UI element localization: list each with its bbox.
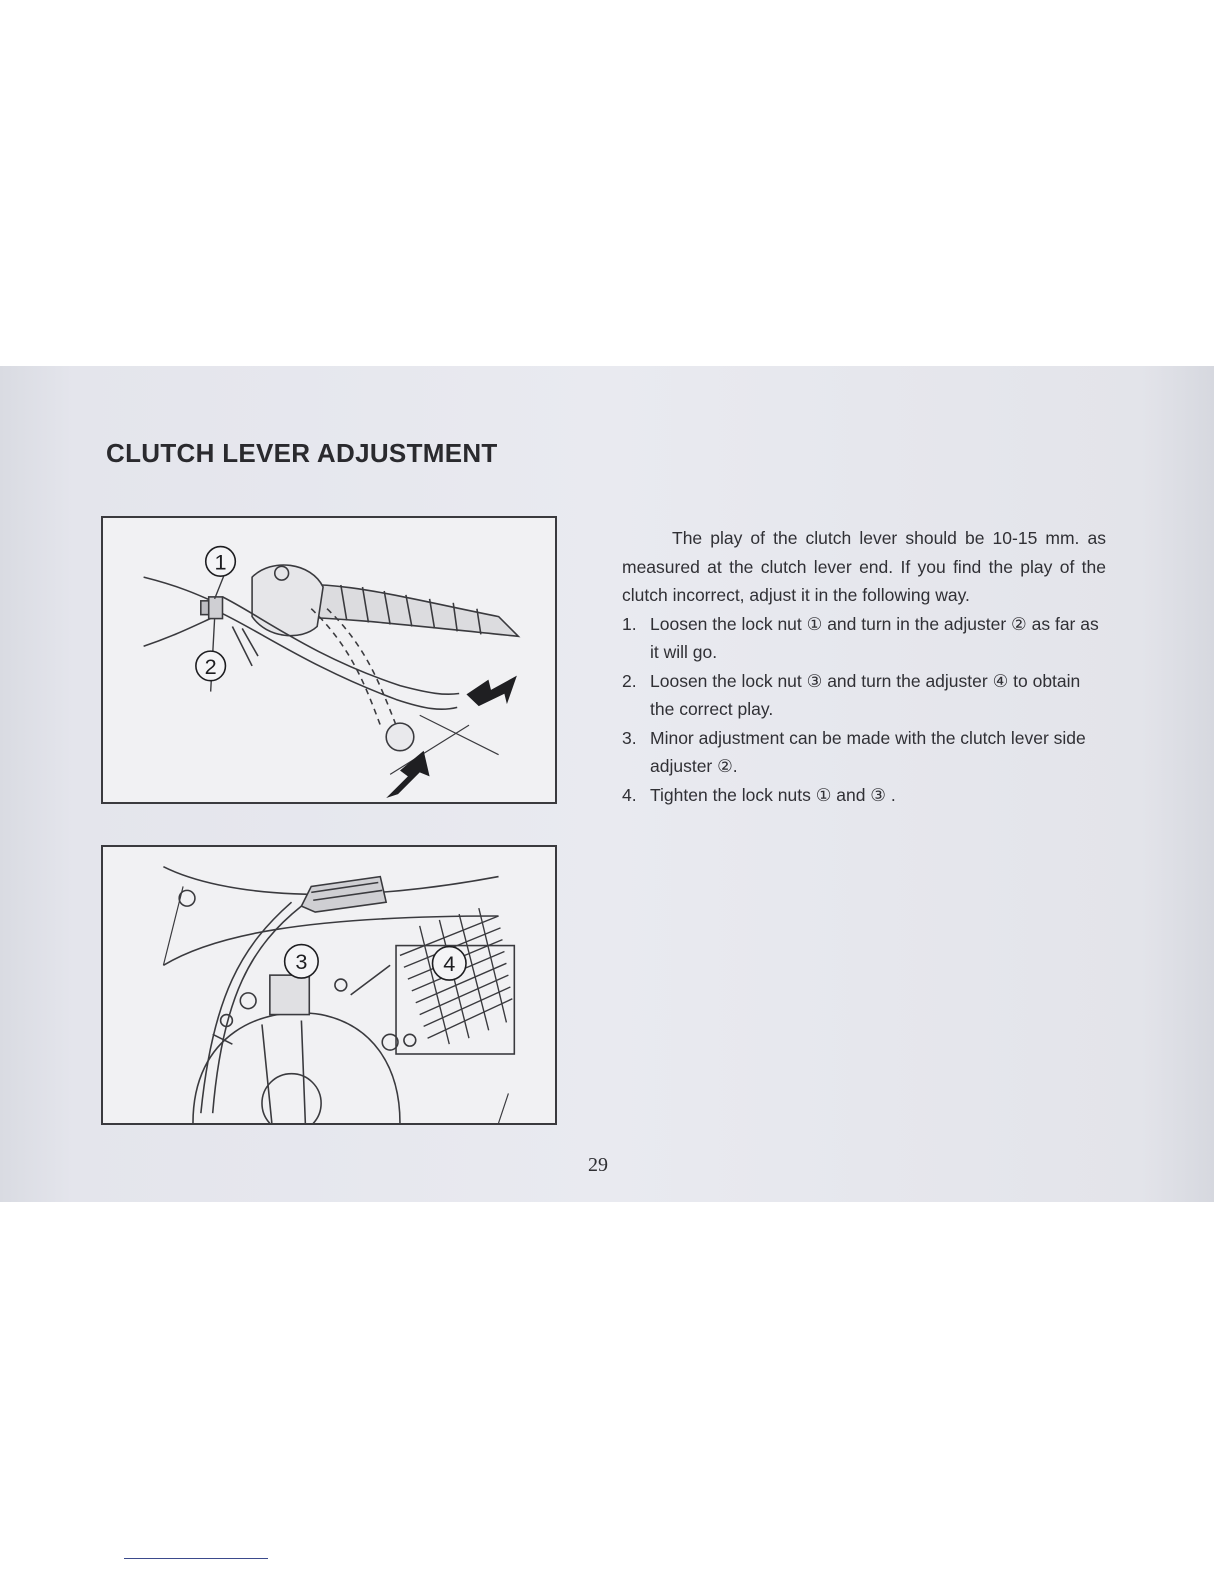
engine-figure [101, 845, 557, 1125]
callout-3: 3 [295, 949, 308, 975]
step-text: Loosen the lock nut ① and turn in the adjuster ② as far as it will go. [650, 613, 1099, 662]
list-item [622, 667, 1106, 724]
instructions [622, 524, 1106, 809]
page-title: CLUTCH LEVER ADJUSTMENT [106, 438, 498, 468]
steps-list [622, 610, 1106, 810]
clutch-lever-figure [101, 516, 557, 804]
step-number: 1. [622, 613, 637, 634]
intro-paragraph: The play of the clutch lever should be 10-15 mm. as measured at the clutch lever end. If you find the play of the clutch incorrect, adjust it in the following way. [622, 528, 1106, 605]
step-text: Minor adjustment can be made with the clutch lever side adjuster ②. [650, 727, 1086, 776]
step-number: 2. [622, 670, 637, 691]
callout-4: 4 [443, 951, 456, 977]
step-number: 3. [622, 727, 637, 748]
callout-1: 1 [214, 549, 227, 575]
callout-2: 2 [204, 653, 217, 679]
page-number: 29 [588, 1154, 608, 1176]
list-item [622, 781, 1106, 810]
step-number: 4. [622, 784, 637, 805]
list-item [622, 724, 1106, 781]
footer-rule [124, 1558, 268, 1559]
list-item [622, 610, 1106, 667]
step-text: Loosen the lock nut ③ and turn the adjuster ④ to obtain the correct play. [650, 670, 1081, 719]
step-text: Tighten the lock nuts ① and ③ . [650, 784, 896, 805]
